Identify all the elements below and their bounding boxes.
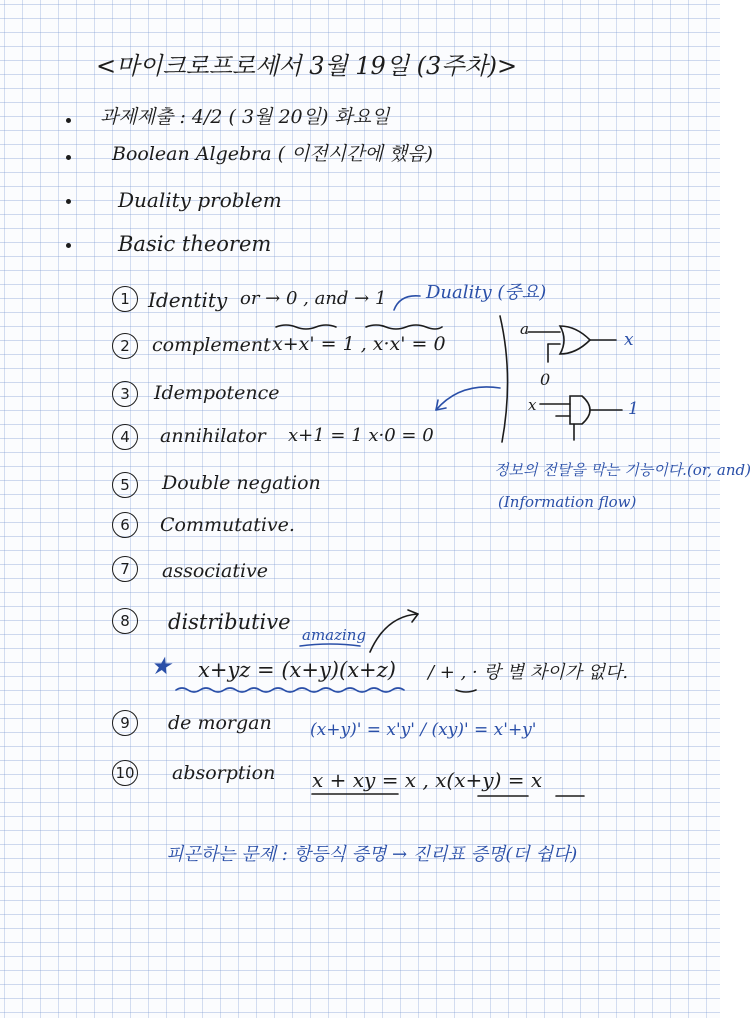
bullet-dot — [66, 118, 71, 123]
theorem-name-annihilator: annihilator — [160, 425, 266, 447]
wavy-underline — [176, 688, 404, 692]
gate-output-bottom-label: 1 — [628, 399, 639, 419]
arrow-icon — [436, 387, 500, 410]
theorem-expr-de-morgan: (x+y)' = x'y' / (xy)' = x'+y' — [310, 720, 537, 740]
amazing-note: amazing — [302, 626, 367, 644]
complement-overline — [366, 325, 442, 329]
and-gate-icon — [570, 396, 590, 424]
gate-note-line1: 정보의 전달을 막는 기능이다.(or, and) — [494, 461, 751, 479]
number-circle: 2 — [112, 333, 138, 359]
number-circle: 6 — [112, 512, 138, 538]
theorem-name-double-negation: Double negation — [162, 472, 321, 494]
duality-note: Duality (중요) — [426, 282, 547, 303]
gate-zero-label: 0 — [540, 370, 551, 389]
bullet-basic-theorem: Basic theorem — [118, 232, 272, 256]
footer-note: 피곤하는 문제 : 항등식 증명 → 진리표 증명(더 쉽다) — [166, 844, 578, 865]
bullet-dot — [66, 155, 71, 160]
theorem-name-identity: Identity — [148, 288, 228, 312]
page-title: <마이크로프로세서 3월 19일 (3주차)> — [96, 52, 518, 80]
gate-bracket — [500, 316, 508, 442]
bullet-duality-problem: Duality problem — [118, 188, 282, 212]
distributive-expr: x+yz = (x+y)(x+z) — [198, 658, 396, 682]
theorem-expr-absorption: x + xy = x , x(x+y) = x — [312, 768, 543, 792]
number-circle: 4 — [112, 424, 138, 450]
gate-input-bottom-label: x — [528, 396, 537, 414]
number-circle: 8 — [112, 608, 138, 634]
theorem-expr-complement: x+x' = 1 , x·x' = 0 — [272, 333, 446, 355]
bullet-dot — [66, 243, 71, 248]
number-circle: 1 — [112, 286, 138, 312]
theorem-expr-identity: or → 0 , and → 1 — [240, 288, 387, 309]
number-circle: 10 — [112, 760, 138, 786]
gate-input-top-label: a — [520, 320, 529, 338]
theorem-name-distributive: distributive — [168, 610, 291, 634]
number-circle: 3 — [112, 381, 138, 407]
theorem-name-absorption: absorption — [172, 762, 276, 784]
bullet-dot — [66, 199, 71, 204]
or-gate-icon — [560, 326, 590, 354]
duality-connector — [394, 296, 420, 310]
gate-note-line2: (Information flow) — [498, 493, 637, 511]
theorem-name-associative: associative — [162, 560, 269, 582]
complement-overline — [276, 325, 336, 329]
number-circle: 7 — [112, 556, 138, 582]
distributive-tail: / + , · 랑 별 차이가 없다. — [428, 662, 629, 683]
bullet-assignment: 과제제출 : 4/2 ( 3월 20일) 화요일 — [100, 106, 390, 128]
arrow-icon — [370, 614, 418, 652]
theorem-name-idempotence: Idempotence — [154, 382, 280, 404]
theorem-expr-annihilator: x+1 = 1 x·0 = 0 — [288, 425, 434, 446]
theorem-name-commutative: Commutative. — [160, 514, 295, 536]
bullet-boolean-algebra: Boolean Algebra ( 이전시간에 했음) — [112, 143, 433, 165]
theorem-name-complement: complement — [152, 334, 271, 356]
theorem-name-de-morgan: de morgan — [168, 712, 272, 734]
gate-output-top-label: x — [624, 330, 634, 350]
star-icon: ★ — [150, 652, 172, 680]
number-circle: 9 — [112, 710, 138, 736]
number-circle: 5 — [112, 472, 138, 498]
